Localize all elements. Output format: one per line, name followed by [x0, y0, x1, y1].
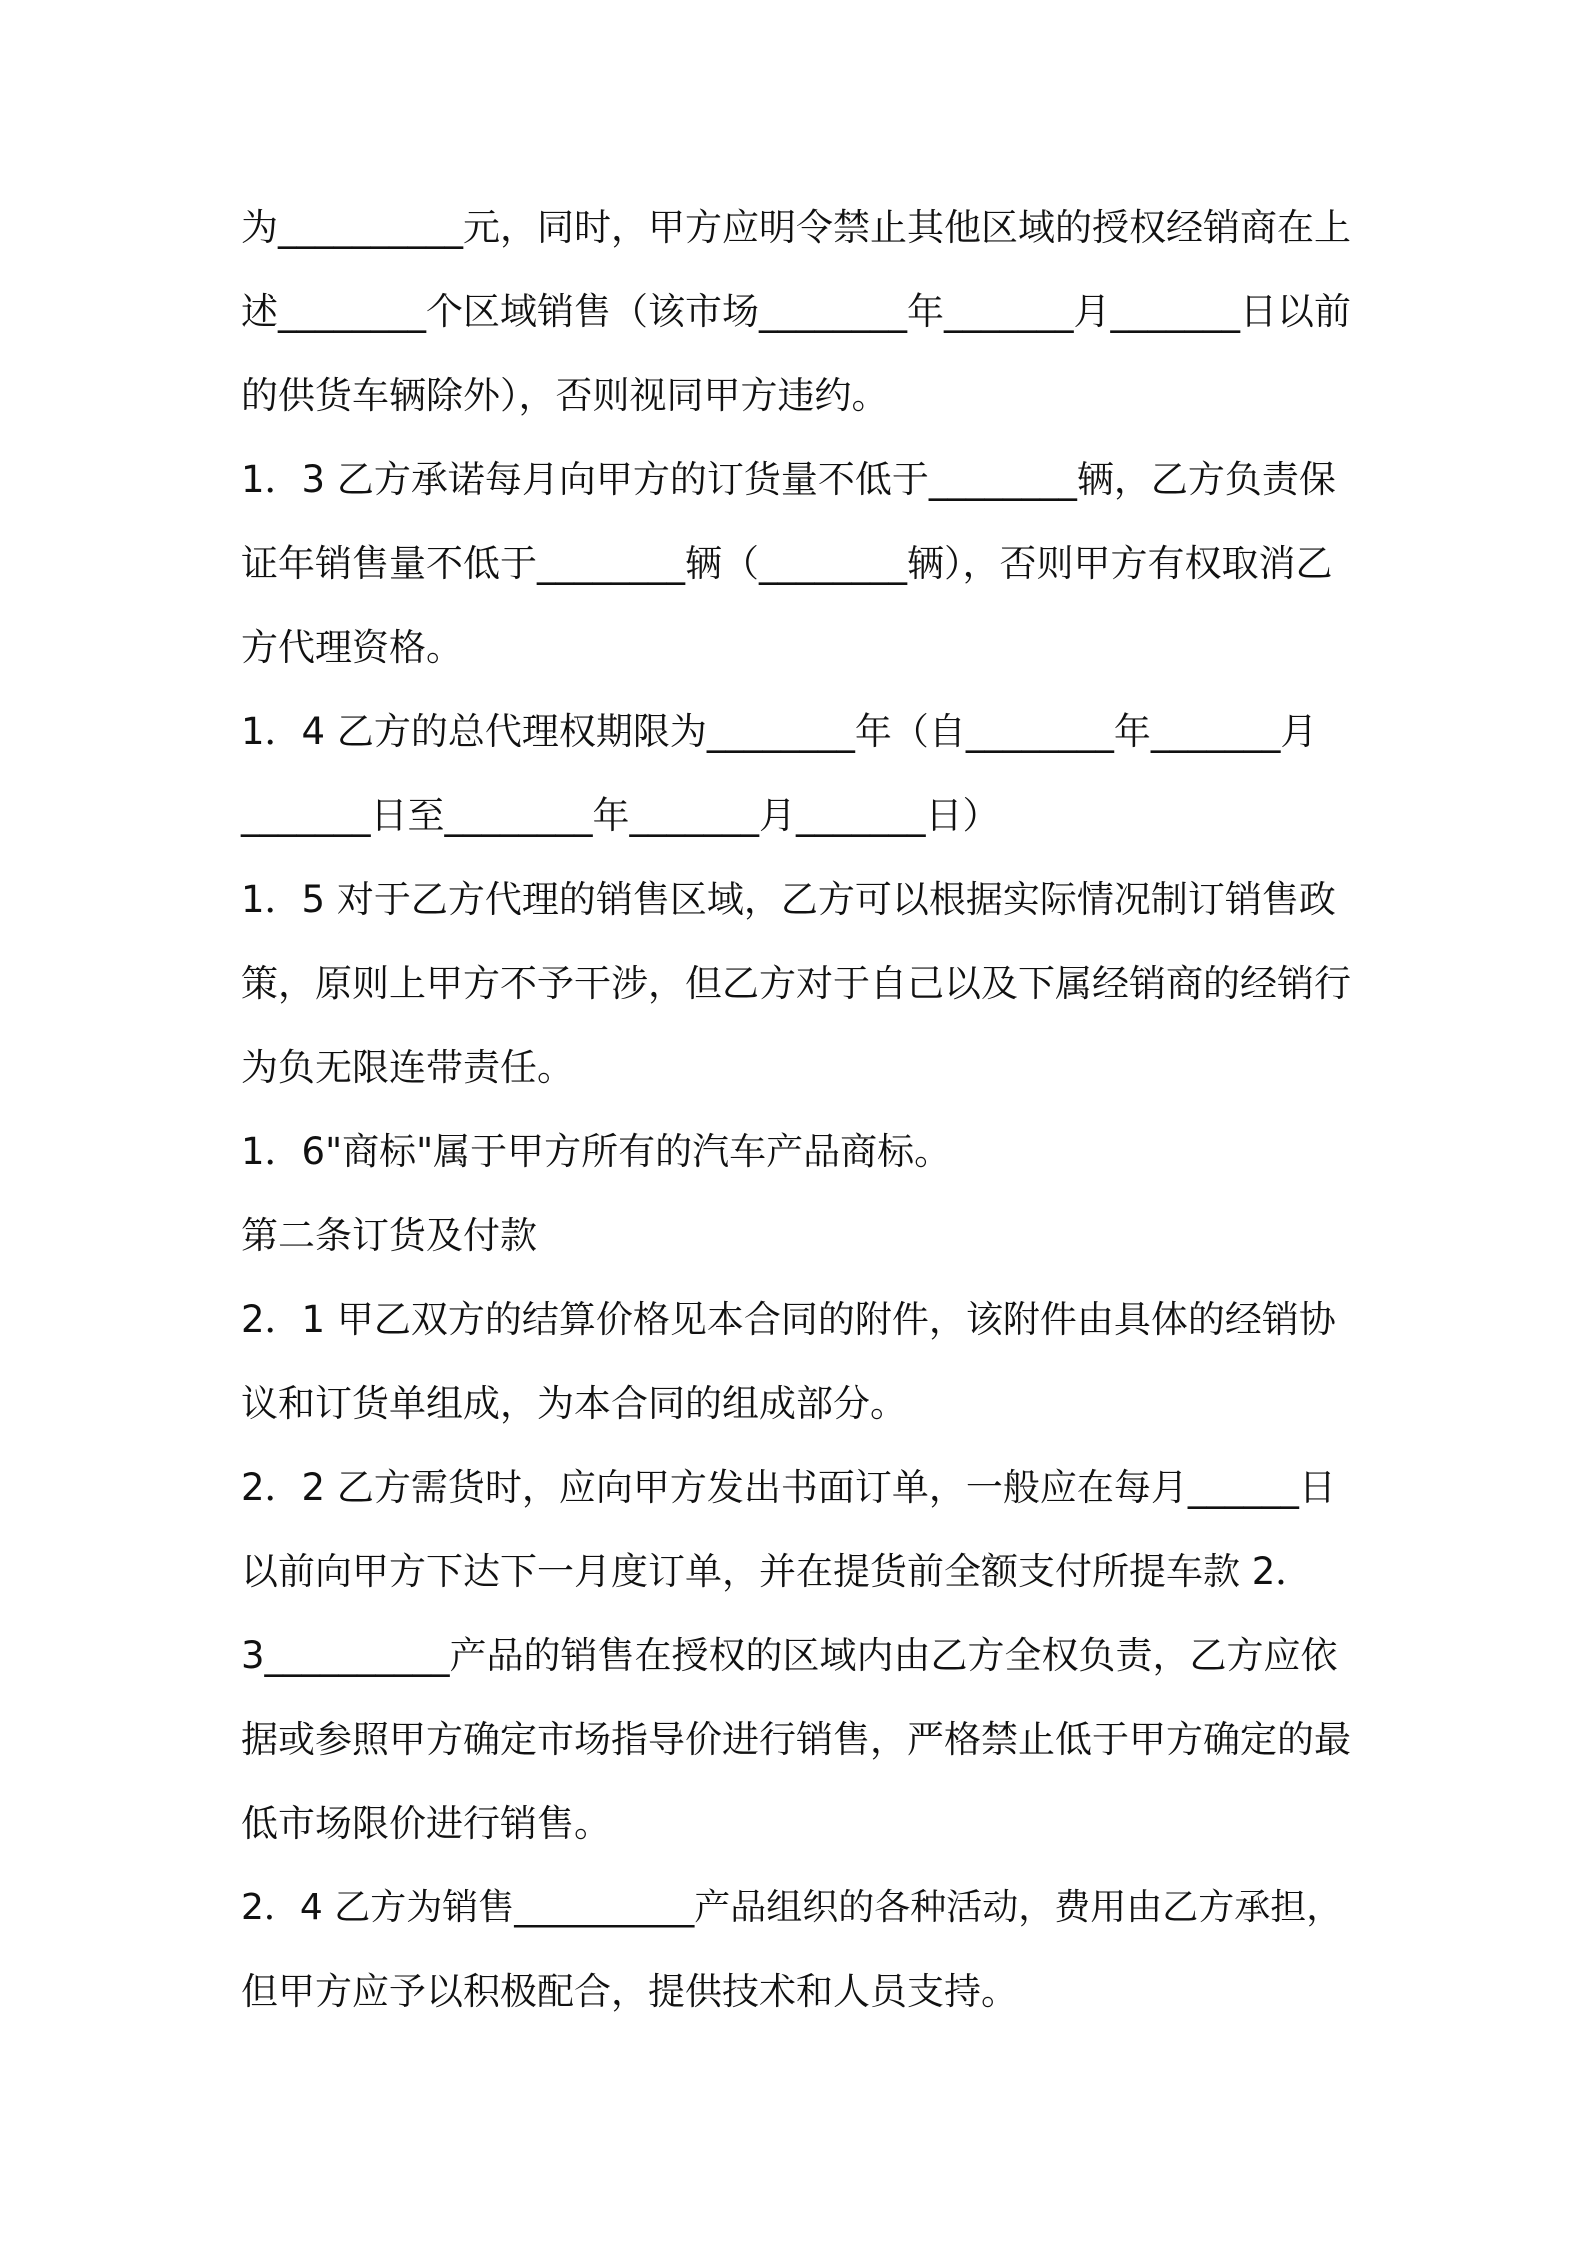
text-line: 述________个区域销售（该市场________年_______月_______日以前 [241, 290, 1351, 333]
text-line: _______日至________年_______月_______日） [241, 794, 1000, 837]
text-line: 1．6"商标"属于甲方所有的汽车产品商标。 [241, 1130, 952, 1173]
text-line: 2．4 乙方为销售__________产品组织的各种活动，费用由乙方承担， [241, 1887, 1343, 1928]
text-line: 证年销售量不低于________辆（________辆），否则甲方有权取消乙 [241, 542, 1333, 585]
text-line: 1．3 乙方承诺每月向甲方的订货量不低于________辆，乙方负责保 [241, 458, 1336, 501]
text-line: 据或参照甲方确定市场指导价进行销售，严格禁止低于甲方确定的最 [241, 1718, 1351, 1761]
text-line: 1．5 对于乙方代理的销售区域，乙方可以根据实际情况制订销售政 [241, 878, 1336, 921]
text-line: 议和订货单组成，为本合同的组成部分。 [241, 1382, 907, 1425]
text-line: 为__________元，同时，甲方应明令禁止其他区域的授权经销商在上 [241, 206, 1351, 249]
text-line: 方代理资格。 [241, 626, 463, 669]
text-line: 3__________产品的销售在授权的区域内由乙方全权负责，乙方应依 [241, 1634, 1338, 1677]
text-line: 1．4 乙方的总代理权期限为________年（自________年_______月 [241, 710, 1318, 753]
text-line: 的供货车辆除外），否则视同甲方违约。 [241, 374, 889, 417]
text-line: 低市场限价进行销售。 [241, 1802, 611, 1845]
text-line: 为负无限连带责任。 [241, 1046, 574, 1089]
text-line: 2．1 甲乙双方的结算价格见本合同的附件，该附件由具体的经销协 [241, 1298, 1336, 1341]
section-heading: 第二条订货及付款 [241, 1214, 537, 1257]
text-line: 策，原则上甲方不予干涉，但乙方对于自己以及下属经销商的经销行 [241, 962, 1351, 1005]
text-line: 2．2 乙方需货时，应向甲方发出书面订单，一般应在每月______日 [241, 1466, 1336, 1509]
text-line: 但甲方应予以积极配合，提供技术和人员支持。 [241, 1970, 1018, 2013]
text-line: 以前向甲方下达下一月度订单，并在提货前全额支付所提车款 2． [241, 1550, 1313, 1593]
